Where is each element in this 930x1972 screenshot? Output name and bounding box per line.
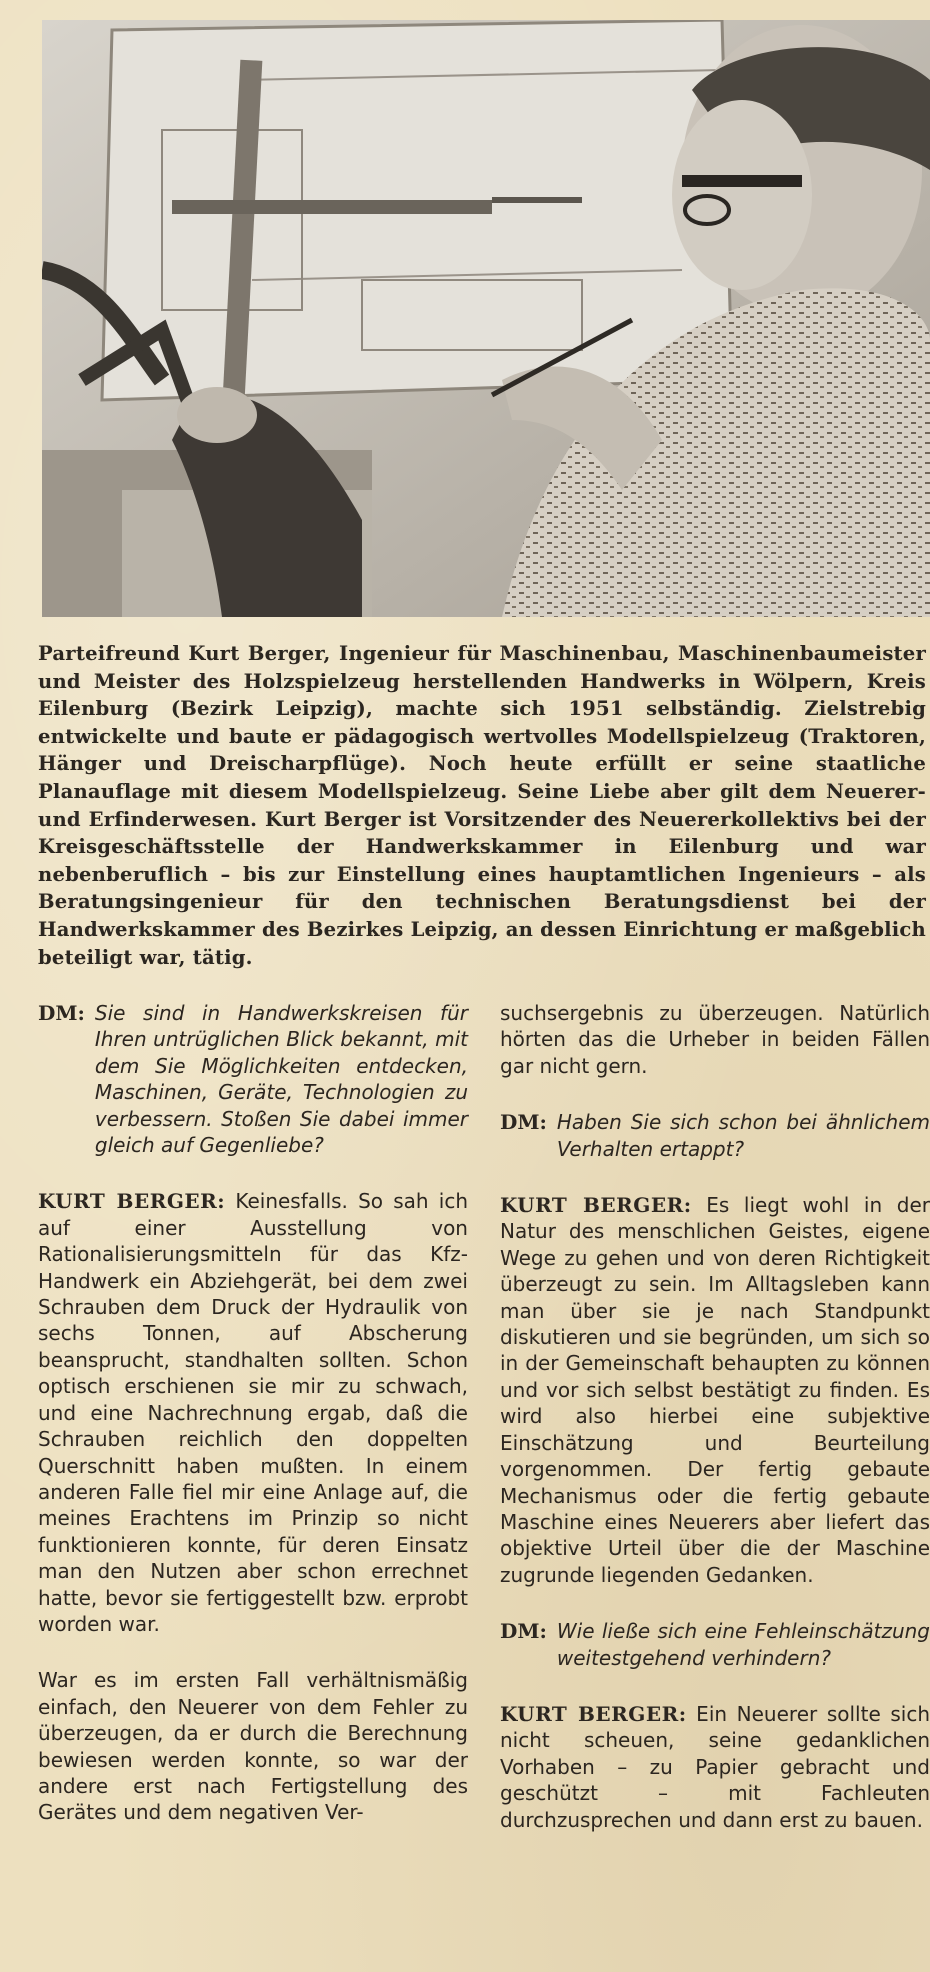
question-text: Sie sind in Handwerkskreisen für Ihren untrüglichen Blick bekannt, mit dem Sie Möglichkeiten entdecken, Maschinen, Geräte, Technologien zu verbessern. Stoßen Sie dabei immer gleich auf Gegenliebe?	[94, 1001, 468, 1158]
answer-2	[500, 1192, 930, 1588]
photo-man-at-drawing-board	[42, 20, 930, 617]
question-text: Wie ließe sich eine Fehleinschätzung weitestgehend verhindern?	[556, 1619, 930, 1670]
answer-text: Keinesfalls. So sah ich auf einer Ausstellung von Rationalisierungsmitteln für das Kfz-Handwerk ein Abziehgerät, bei dem zwei Schrauben dem Druck der Hydraulik von sechs Tonnen, auf Abscherung beansprucht, standhalten sollten. Schon optisch erschienen sie mir zu schwach, und eine Nachrechnung ergab, daß die Schrauben reichlich den doppelten Querschnitt haben mußten. In einem anderen Falle fiel mir eine Anlage auf, die meines Erachtens im Prinzip so nicht funktionieren konnte, für deren Einsatz man den Nutzen aber schon errechnet hatte, bevor sie fertiggestellt bzw. erprobt worden war.	[38, 1189, 468, 1636]
answer-text: Ein Neuerer sollte sich nicht scheuen, seine gedanklichen Vorhaben – zu Papier gebracht und geschützt – mit Fachleuten durchzusprechen und dann erst zu bauen.	[500, 1701, 930, 1832]
interview-column-left	[38, 1000, 468, 1856]
question-1	[38, 1000, 468, 1158]
interview-column-right	[500, 1000, 930, 1863]
answer-1	[38, 1188, 468, 1637]
interviewer-label: DM:	[38, 1001, 85, 1025]
speaker-label: KURT BERGER:	[500, 1193, 692, 1218]
question-3	[500, 1618, 930, 1671]
answer-1-continuation: suchsergebnis zu überzeugen. Natürlich hörten das die Urheber in beiden Fällen gar nicht gern.	[500, 1001, 930, 1078]
question-text: Haben Sie sich schon bei ähnlichem Verhalten ertappt?	[556, 1110, 930, 1161]
answer-1-paragraph-2: War es im ersten Fall verhältnismäßig einfach, den Neuerer von dem Fehler zu überzeugen, da er durch die Berechnung bewiesen werden konnte, so war der andere erst nach Fertigstellung des Gerätes und dem negativen Ver-	[38, 1668, 468, 1825]
speaker-label: KURT BERGER:	[500, 1701, 687, 1726]
interviewer-label: DM:	[500, 1110, 547, 1135]
answer-text: Es liegt wohl in der Natur des menschlichen Geistes, eigene Wege zu gehen und von deren Richtigkeit überzeugt zu sein. Im Alltagsleben kann man über sie je nach Standpunkt diskutieren und sie begründen, um sich so in der Gemeinschaft behaupten zu können und vor sich selbst bestätigt zu finden. Es wird also hierbei eine subjektive Einschätzung und Beurteilung vorgenommen. Der fertig gebaute Mechanismus oder die fertig gebaute Maschine eines Neuerers aber liefert das objektive Urteil über die der Maschine zugrunde liegenden Gedanken.	[500, 1193, 930, 1587]
answer-3	[500, 1701, 930, 1833]
interviewer-label: DM:	[500, 1619, 547, 1644]
speaker-label: KURT BERGER:	[38, 1189, 226, 1214]
question-2	[500, 1109, 930, 1162]
photo-caption: Parteifreund Kurt Berger, Ingenieur für Maschinenbau, Maschinenbaumeister und Meister des Holzspielzeug herstellenden Handwerks in Wölpern, Kreis Eilenburg (Bezirk Leipzig), machte sich 1951 selbständig. Zielstrebig entwickelte und baute er pädagogisch wertvolles Modellspielzeug (Traktoren, Hänger und Dreischarpflüge). Noch heute erfüllt er seine staatliche Planauflage mit diesem Modellspielzeug. Seine Liebe aber gilt dem Neuerer- und Erfinderwesen. Kurt Berger ist Vorsitzender des Neuererkollektivs bei der Kreisgeschäftsstelle der Handwerkskammer in Eilenburg und war nebenberuflich – bis zur Einstellung eines hauptamtlichen Ingenieurs – als Beratungsingenieur für den technischen Beratungsdienst bei der Handwerkskammer des Bezirkes Leipzig, an dessen Einrichtung er maßgeblich beteiligt war, tätig.	[38, 642, 926, 969]
